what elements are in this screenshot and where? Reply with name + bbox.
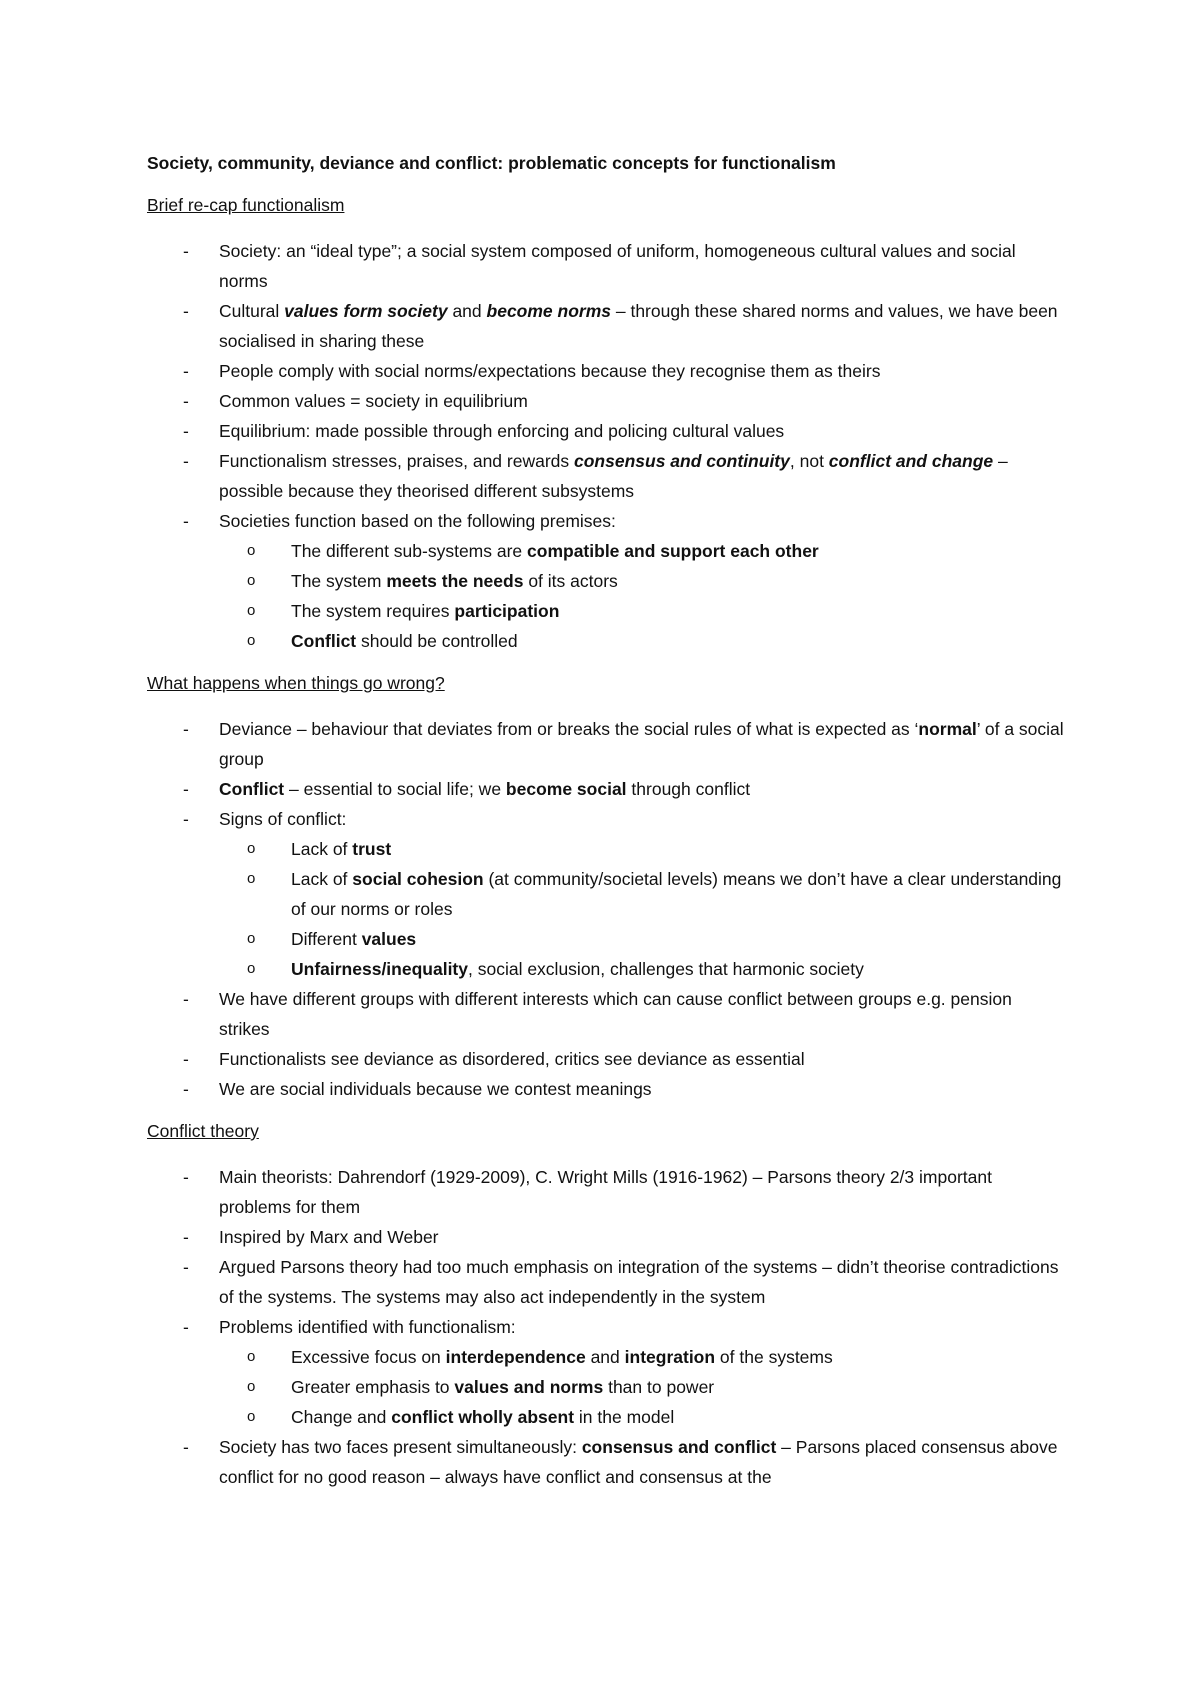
text-run: normal xyxy=(918,719,977,739)
list-item xyxy=(147,356,1067,386)
text-run: meets the needs xyxy=(386,571,524,591)
text-run: – Parsons placed consensus above conflict for no good reason – always have conflict and consensus at the xyxy=(219,1437,1058,1487)
circle-bullet: o xyxy=(247,840,256,857)
dash-bullet: - xyxy=(183,989,189,1009)
text-run: We are social individuals because we contest meanings xyxy=(219,1079,652,1099)
text-run: interdependence xyxy=(445,1347,586,1367)
list-item xyxy=(147,1162,1067,1222)
list-item-text xyxy=(219,1079,652,1099)
text-run: ’ of a social group xyxy=(219,719,1064,769)
list-item xyxy=(147,236,1067,296)
text-run: Conflict xyxy=(219,779,285,799)
document-body xyxy=(147,148,1067,1504)
list-item xyxy=(147,1252,1067,1312)
text-run: Inspired by Marx and Weber xyxy=(219,1227,439,1247)
text-run: consensus and continuity xyxy=(574,451,790,471)
list-item-text xyxy=(219,1049,805,1069)
list-item xyxy=(147,804,1067,984)
text-run: Functionalists see deviance as disordered, critics see deviance as essential xyxy=(219,1049,805,1069)
text-run: than to power xyxy=(603,1377,715,1397)
dash-bullet: - xyxy=(183,1049,189,1069)
list-item-text xyxy=(219,1317,516,1337)
text-run: The different sub-systems are xyxy=(291,541,528,561)
text-run: Deviance – behaviour that deviates from or breaks the social rules of what is expected as ‘ xyxy=(219,719,919,739)
sub-list-item-text xyxy=(291,571,618,591)
sub-bullet-list xyxy=(219,1342,1067,1432)
sub-list-item-text xyxy=(291,929,416,949)
list-item xyxy=(147,774,1067,804)
sub-list-item-text xyxy=(291,1377,714,1397)
circle-bullet: o xyxy=(247,632,256,649)
list-item-text xyxy=(219,1167,992,1217)
circle-bullet: o xyxy=(247,1378,256,1395)
list-item xyxy=(147,296,1067,356)
text-run: We have different groups with different interests which can cause conflict between groups e.g. pension strikes xyxy=(219,989,1012,1039)
text-run: should be controlled xyxy=(356,631,518,651)
list-item-text xyxy=(219,511,616,531)
bullet-list xyxy=(147,714,1067,1104)
list-item xyxy=(147,446,1067,506)
dash-bullet: - xyxy=(183,301,189,321)
text-run: conflict and change xyxy=(828,451,994,471)
text-run: conflict wholly absent xyxy=(391,1407,575,1427)
sub-list-item-text xyxy=(291,839,391,859)
text-run: through conflict xyxy=(626,779,751,799)
sub-list-item xyxy=(219,1402,1067,1432)
text-run: compatible and support each other xyxy=(527,541,819,561)
text-run: participation xyxy=(454,601,560,621)
sub-list-item xyxy=(219,596,1067,626)
list-item-text xyxy=(219,421,784,441)
text-run: Lack of xyxy=(291,839,353,859)
dash-bullet: - xyxy=(183,451,189,471)
text-run: Societies function based on the following premises: xyxy=(219,511,616,531)
text-run: Argued Parsons theory had too much emphasis on integration of the systems – didn’t theorise contradictions of the systems. The systems may also act independently in the system xyxy=(219,1257,1059,1307)
circle-bullet: o xyxy=(247,930,256,947)
list-item xyxy=(147,984,1067,1044)
dash-bullet: - xyxy=(183,361,189,381)
text-run: Signs of conflict: xyxy=(219,809,347,829)
list-item xyxy=(147,1044,1067,1074)
text-run: Cultural xyxy=(219,301,285,321)
text-run: Society: an “ideal type”; a social system composed of uniform, homogeneous cultural values and social norms xyxy=(219,241,1016,291)
list-item xyxy=(147,386,1067,416)
text-run: integration xyxy=(624,1347,716,1367)
list-item-text xyxy=(219,989,1012,1039)
section-heading: What happens when things go wrong? xyxy=(147,673,445,693)
text-run: , social exclusion, challenges that harmonic society xyxy=(468,959,864,979)
dash-bullet: - xyxy=(183,421,189,441)
list-item-text xyxy=(219,361,880,381)
text-run: Main theorists: Dahrendorf (1929-2009), C. Wright Mills (1916-1962) – Parsons theory 2/3 important problems for them xyxy=(219,1167,992,1217)
sub-list-item-text xyxy=(291,959,864,979)
dash-bullet: - xyxy=(183,1079,189,1099)
list-item xyxy=(147,506,1067,656)
text-run: Excessive focus on xyxy=(291,1347,446,1367)
dash-bullet: - xyxy=(183,391,189,411)
sub-list-item xyxy=(219,834,1067,864)
circle-bullet: o xyxy=(247,602,256,619)
circle-bullet: o xyxy=(247,1348,256,1365)
circle-bullet: o xyxy=(247,870,256,887)
text-run: and xyxy=(447,301,487,321)
list-item xyxy=(147,1312,1067,1432)
sub-list-item xyxy=(219,626,1067,656)
text-run: Functionalism stresses, praises, and rewards xyxy=(219,451,574,471)
sub-list-item xyxy=(219,954,1067,984)
text-run: values form society xyxy=(284,301,448,321)
sub-list-item xyxy=(219,536,1067,566)
sub-list-item xyxy=(219,566,1067,596)
list-item-text xyxy=(219,301,1058,351)
text-run: Common values = society in equilibrium xyxy=(219,391,528,411)
sub-list-item-text xyxy=(291,631,518,651)
dash-bullet: - xyxy=(183,719,189,739)
bullet-list xyxy=(147,236,1067,656)
list-item-text xyxy=(219,719,1064,769)
text-run: Problems identified with functionalism: xyxy=(219,1317,516,1337)
circle-bullet: o xyxy=(247,1408,256,1425)
text-run: – possible because they theorised different subsystems xyxy=(219,451,1008,501)
list-item xyxy=(147,714,1067,774)
text-run: of the systems xyxy=(715,1347,833,1367)
dash-bullet: - xyxy=(183,779,189,799)
text-run: become social xyxy=(505,779,627,799)
list-item-text xyxy=(219,779,750,799)
circle-bullet: o xyxy=(247,960,256,977)
dash-bullet: - xyxy=(183,1227,189,1247)
document-title: Society, community, deviance and conflict: problematic concepts for functionalism xyxy=(147,153,836,173)
text-run: of its actors xyxy=(523,571,618,591)
sub-bullet-list xyxy=(219,536,1067,656)
sub-list-item-text xyxy=(291,601,559,621)
sub-list-item xyxy=(219,1372,1067,1402)
text-run: become norms xyxy=(486,301,611,321)
text-run: , not xyxy=(789,451,829,471)
text-run: Lack of xyxy=(291,869,353,889)
text-run: Society has two faces present simultaneously: xyxy=(219,1437,582,1457)
text-run: Different xyxy=(291,929,362,949)
list-item-text xyxy=(219,241,1016,291)
section-heading: Brief re-cap functionalism xyxy=(147,195,345,215)
text-run: in the model xyxy=(574,1407,675,1427)
list-item xyxy=(147,416,1067,446)
dash-bullet: - xyxy=(183,1257,189,1277)
text-run: – through these shared norms and values, we have been socialised in sharing these xyxy=(219,301,1058,351)
sub-list-item xyxy=(219,864,1067,924)
text-run: People comply with social norms/expectations because they recognise them as theirs xyxy=(219,361,881,381)
circle-bullet: o xyxy=(247,542,256,559)
sub-bullet-list xyxy=(219,834,1067,984)
text-run: (at community/societal levels) means we don’t have a clear understanding of our norms or roles xyxy=(291,869,1062,919)
sub-list-item-text xyxy=(291,1407,674,1427)
text-run: and xyxy=(585,1347,625,1367)
text-run: Change and xyxy=(291,1407,392,1427)
list-item xyxy=(147,1222,1067,1252)
dash-bullet: - xyxy=(183,1167,189,1187)
list-item-text xyxy=(219,809,346,829)
circle-bullet: o xyxy=(247,572,256,589)
sub-list-item-text xyxy=(291,541,819,561)
sub-list-item xyxy=(219,924,1067,954)
text-run: social cohesion xyxy=(352,869,484,889)
dash-bullet: - xyxy=(183,1437,189,1457)
sub-list-item-text xyxy=(291,1347,833,1367)
text-run: Conflict xyxy=(291,631,357,651)
list-item-text xyxy=(219,1227,439,1247)
section-heading: Conflict theory xyxy=(147,1121,259,1141)
dash-bullet: - xyxy=(183,1317,189,1337)
text-run: Unfairness/inequality xyxy=(291,959,468,979)
dash-bullet: - xyxy=(183,241,189,261)
text-run: The system requires xyxy=(291,601,455,621)
text-run: Equilibrium: made possible through enforcing and policing cultural values xyxy=(219,421,785,441)
list-item-text xyxy=(219,1437,1057,1487)
text-run: values xyxy=(361,929,417,949)
text-run: – essential to social life; we xyxy=(284,779,506,799)
list-item-text xyxy=(219,1257,1059,1307)
list-item xyxy=(147,1432,1067,1492)
dash-bullet: - xyxy=(183,809,189,829)
text-run: Greater emphasis to xyxy=(291,1377,455,1397)
text-run: trust xyxy=(352,839,392,859)
dash-bullet: - xyxy=(183,511,189,531)
list-item-text xyxy=(219,451,1008,501)
list-item-text xyxy=(219,391,528,411)
sub-list-item-text xyxy=(291,869,1061,919)
text-run: values and norms xyxy=(454,1377,604,1397)
text-run: consensus and conflict xyxy=(581,1437,777,1457)
sub-list-item xyxy=(219,1342,1067,1372)
list-item xyxy=(147,1074,1067,1104)
bullet-list xyxy=(147,1162,1067,1492)
text-run: The system xyxy=(291,571,387,591)
sections-container xyxy=(147,190,1067,1492)
